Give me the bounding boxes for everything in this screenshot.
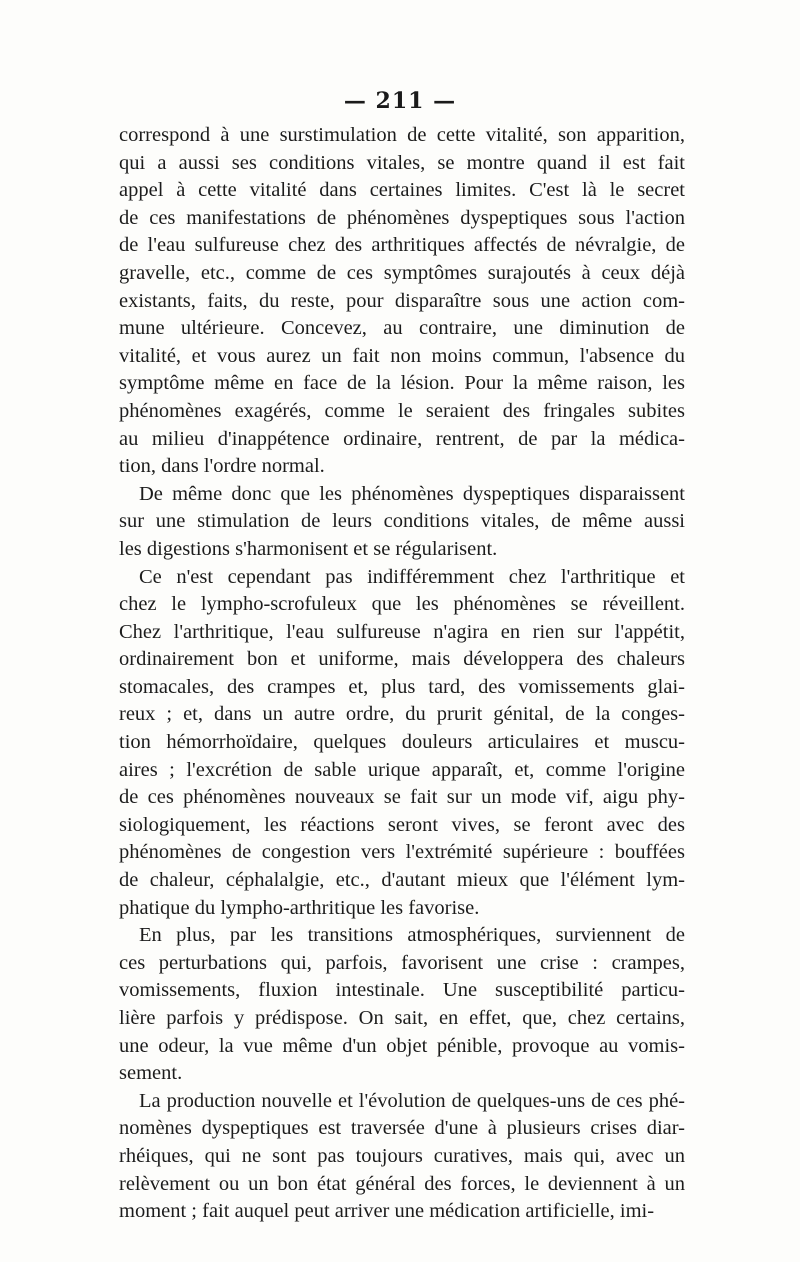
text-line: vomissements, fluxion intestinale. Une susceptibilité particu- bbox=[119, 979, 685, 1002]
text-line: de l'eau sulfureuse chez des arthritiques affectés de névralgie, de bbox=[119, 234, 685, 257]
text-line: ces perturbations qui, parfois, favorisent une crise : crampes, bbox=[119, 951, 685, 974]
text-line: Ce n'est cependant pas indifféremment chez l'arthritique et bbox=[139, 565, 685, 588]
text-line: de ces phénomènes nouveaux se fait sur un mode vif, aigu phy- bbox=[119, 786, 685, 809]
text-line: La production nouvelle et l'évolution de quelques-uns de ces phé- bbox=[139, 1089, 685, 1112]
page-body bbox=[119, 122, 685, 1226]
text-line: chez le lympho-scrofuleux que les phénomènes se réveillent. bbox=[119, 593, 685, 616]
text-line: moment ; fait auquel peut arriver une médication artificielle, imi- bbox=[119, 1200, 655, 1223]
text-line: phatique du lympho-arthritique les favorise. bbox=[119, 896, 480, 919]
text-line: gravelle, etc., comme de ces symptômes surajoutés à ceux déjà bbox=[119, 261, 685, 284]
text-line: symptôme même en face de la lésion. Pour la même raison, les bbox=[119, 372, 685, 395]
text-line: lière parfois y prédispose. On sait, en effet, que, chez certains, bbox=[119, 1007, 685, 1029]
text-line: au milieu d'inappétence ordinaire, rentrent, de par la médica- bbox=[119, 427, 685, 450]
text-line: relèvement ou un bon état général des forces, le deviennent à un bbox=[119, 1172, 685, 1195]
text-line: phénomènes de congestion vers l'extrémité supérieure : bouffées bbox=[119, 841, 685, 864]
text-line: Chez l'arthritique, l'eau sulfureuse n'agira en rien sur l'appétit, bbox=[119, 620, 685, 643]
text-line: correspond à une surstimulation de cette vitalité, son apparition, bbox=[119, 124, 685, 146]
paragraph bbox=[119, 1088, 685, 1226]
text-line: nomènes dyspeptiques est traversée d'une à plusieurs crises diar- bbox=[119, 1117, 685, 1140]
text-line: de chaleur, céphalalgie, etc., d'autant mieux que l'élément lym- bbox=[119, 869, 685, 892]
text-line: rhéiques, qui ne sont pas toujours curatives, mais qui, avec un bbox=[119, 1144, 685, 1167]
text-line: ordinairement bon et uniforme, mais développera des chaleurs bbox=[119, 648, 685, 671]
text-line: En plus, par les transitions atmosphériques, surviennent de bbox=[139, 924, 685, 947]
text-line: tion hémorrhoïdaire, quelques douleurs articulaires et muscu- bbox=[119, 731, 685, 754]
text-line: qui a aussi ses conditions vitales, se montre quand il est fait bbox=[119, 151, 685, 174]
text-line: phénomènes exagérés, comme le seraient des fringales subites bbox=[119, 399, 685, 422]
text-line: appel à cette vitalité dans certaines limites. C'est là le secret bbox=[119, 179, 685, 202]
text-line: tion, dans l'ordre normal. bbox=[119, 455, 325, 478]
text-line: reux ; et, dans un autre ordre, du prurit génital, de la conges- bbox=[119, 703, 685, 726]
text-line: existants, faits, du reste, pour disparaître sous une action com- bbox=[119, 289, 685, 312]
text-line: de ces manifestations de phénomènes dyspeptiques sous l'action bbox=[119, 206, 685, 229]
paragraph bbox=[119, 564, 685, 923]
text-line: stomacales, des crampes et, plus tard, des vomissements glai- bbox=[119, 675, 685, 698]
text-line: sur une stimulation de leurs conditions vitales, de même aussi bbox=[119, 510, 685, 533]
text-line: une odeur, la vue même d'un objet pénible, provoque au vomis- bbox=[119, 1034, 685, 1057]
text-line: les digestions s'harmonisent et se régularisent. bbox=[119, 537, 498, 560]
text-line: mune ultérieure. Concevez, au contraire, une diminution de bbox=[119, 317, 685, 340]
paragraph bbox=[119, 481, 685, 564]
text-line: vitalité, et vous aurez un fait non moins commun, l'absence du bbox=[119, 344, 685, 367]
paragraph bbox=[119, 122, 685, 481]
text-line: aires ; l'excrétion de sable urique apparaît, et, comme l'origine bbox=[119, 758, 685, 781]
page-number: — 211 — bbox=[343, 88, 457, 114]
text-line: sement. bbox=[119, 1062, 183, 1085]
text-line: De même donc que les phénomènes dyspeptiques disparaissent bbox=[139, 482, 685, 505]
paragraph bbox=[119, 922, 685, 1088]
text-line: siologiquement, les réactions seront vives, se feront avec des bbox=[119, 813, 685, 836]
